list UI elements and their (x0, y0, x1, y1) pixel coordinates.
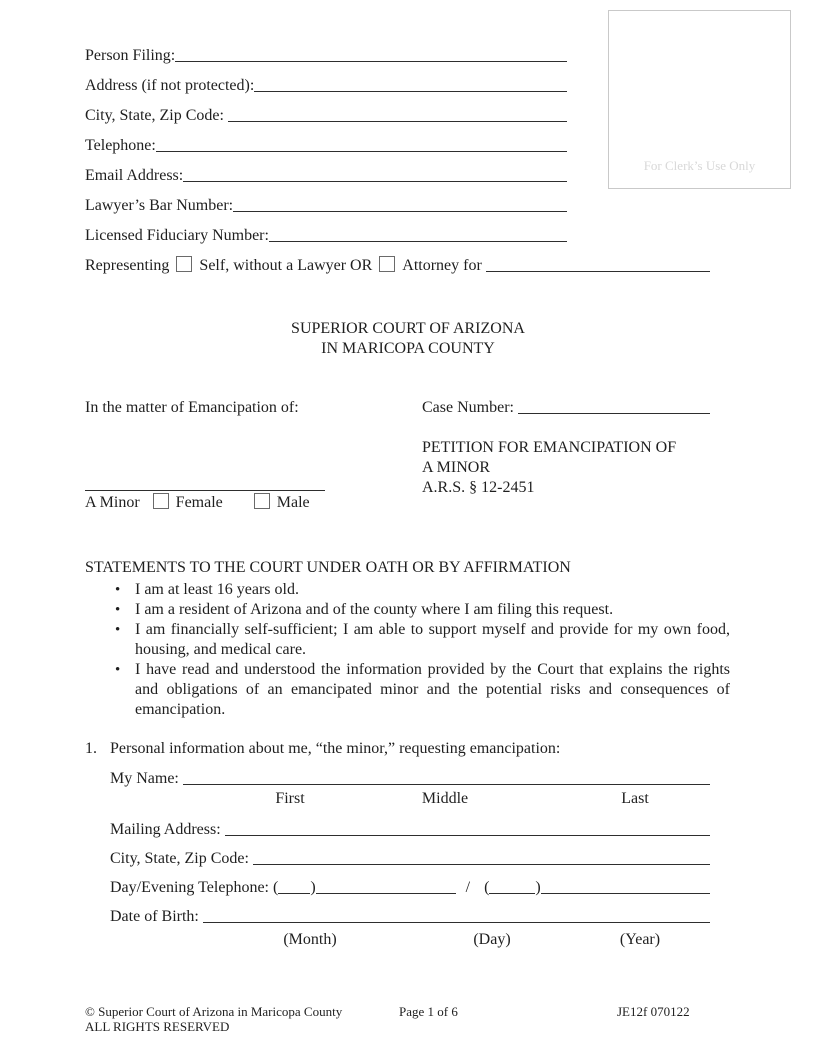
court-name-line2: IN MARICOPA COUNTY (321, 340, 495, 357)
telephone-row (85, 136, 567, 156)
paren-close: ) (310, 879, 316, 896)
attorney-option-label: Attorney for (402, 257, 486, 274)
date-of-birth-input[interactable] (203, 909, 710, 923)
telephone-label: Telephone: (85, 137, 156, 154)
address-label: Address (if not protected): (85, 77, 255, 94)
self-checkbox[interactable] (176, 256, 192, 272)
page-indicator: Page 1 of 6 (399, 1004, 458, 1019)
form-code: JE12f 070122 (617, 1004, 690, 1019)
male-checkbox[interactable] (254, 493, 270, 509)
female-checkbox[interactable] (153, 493, 169, 509)
minor-city-state-zip-label: City, State, Zip Code: (110, 850, 253, 867)
copyright-line2: ALL RIGHTS RESERVED (85, 1019, 230, 1034)
female-label: Female (175, 494, 223, 511)
minor-city-state-zip-input[interactable] (253, 851, 710, 865)
day-phone-input[interactable] (316, 880, 456, 894)
first-name-sublabel: First (275, 790, 305, 807)
paren-close: ) (535, 879, 541, 896)
my-name-row (110, 769, 710, 789)
statements-list (85, 580, 730, 720)
name-sublabels-row (110, 789, 710, 809)
section1-number: 1. (85, 740, 97, 757)
document-title-line2: A MINOR (422, 459, 491, 476)
fiduciary-number-row (85, 226, 567, 246)
mailing-address-input[interactable] (225, 822, 710, 836)
email-label: Email Address: (85, 167, 184, 184)
case-number-row (422, 398, 710, 418)
my-name-input[interactable] (183, 771, 710, 785)
email-input[interactable] (183, 168, 567, 182)
statements-section (85, 558, 730, 720)
representing-label: Representing (85, 257, 170, 274)
dob-sublabels-row (110, 930, 710, 950)
self-option-label: Self, without a Lawyer (199, 257, 347, 274)
address-row (85, 76, 567, 96)
attorney-checkbox[interactable] (379, 256, 395, 272)
month-sublabel: (Month) (283, 931, 337, 948)
middle-name-sublabel: Middle (421, 790, 469, 807)
date-of-birth-label: Date of Birth: (110, 908, 203, 925)
statement-item: • I am a resident of Arizona and of the county where I am filing this request. (135, 600, 730, 620)
bar-number-label: Lawyer’s Bar Number: (85, 197, 234, 214)
minor-gender-row (85, 491, 325, 513)
document-title-line1: PETITION FOR EMANCIPATION OF (422, 439, 677, 456)
copyright-line1: © Superior Court of Arizona in Maricopa County (85, 1004, 343, 1019)
evening-area-code-input[interactable] (489, 880, 535, 894)
last-name-sublabel: Last (621, 790, 649, 807)
day-evening-phone-label: Day/Evening Telephone: (110, 879, 273, 896)
city-state-zip-label: City, State, Zip Code: (85, 107, 228, 124)
telephone-input[interactable] (156, 138, 567, 152)
person-filing-label: Person Filing: (85, 47, 176, 64)
minor-label: A Minor (85, 494, 140, 511)
statements-heading: STATEMENTS TO THE COURT UNDER OATH OR BY AFFIRMATION (85, 559, 571, 576)
section1-heading-row (85, 739, 710, 759)
statement-item: • I am at least 16 years old. (135, 580, 730, 600)
statement-item: • I have read and understood the information provided by the Court that explains the rights and obligations of an emancipated minor and the potential risks and consequences of emancipation. (135, 660, 730, 720)
mailing-address-label: Mailing Address: (110, 821, 225, 838)
city-state-zip-input[interactable] (228, 108, 567, 122)
clerk-use-label: For Clerk’s Use Only (643, 158, 756, 173)
phone-separator: / (465, 879, 471, 896)
bar-number-input[interactable] (233, 198, 567, 212)
paren-open: ( (484, 879, 490, 896)
matter-label: In the matter of Emancipation of: (85, 399, 299, 416)
representing-row (85, 256, 710, 276)
fiduciary-number-input[interactable] (269, 228, 567, 242)
personal-info-section (85, 739, 710, 950)
statute-reference: A.R.S. § 12-2451 (422, 479, 535, 496)
day-area-code-input[interactable] (278, 880, 310, 894)
representing-group (85, 256, 486, 276)
day-sublabel: (Day) (473, 931, 511, 948)
attorney-for-input[interactable] (486, 258, 710, 272)
year-sublabel: (Year) (619, 931, 661, 948)
statement-item: • I am financially self-sufficient; I am able to support myself and provide for my own food, housing, and medical care. (135, 620, 730, 660)
evening-phone-input[interactable] (541, 880, 710, 894)
person-filing-input[interactable] (175, 48, 567, 62)
filer-info-section (85, 46, 710, 286)
paren-open: ( (272, 879, 279, 896)
court-name-line1: SUPERIOR COURT OF ARIZONA (291, 320, 525, 337)
mailing-address-row (110, 820, 710, 840)
bar-number-row (85, 196, 567, 216)
my-name-label: My Name: (110, 770, 183, 787)
day-evening-phone-row (110, 878, 710, 898)
caption-right-column (422, 398, 710, 498)
section1-fields (110, 769, 710, 950)
person-filing-row (85, 46, 567, 66)
document-title-block (422, 438, 710, 498)
footer-copyright (85, 1004, 415, 1034)
male-label: Male (276, 494, 310, 511)
email-row (85, 166, 567, 186)
minor-city-state-zip-row (110, 849, 710, 869)
case-number-label: Case Number: (422, 399, 518, 416)
city-state-zip-row (85, 106, 567, 126)
section1-heading: Personal information about me, “the minor,” requesting emancipation: (110, 740, 561, 757)
case-number-input[interactable] (518, 400, 710, 414)
caption-left-column (85, 398, 325, 513)
address-input[interactable] (254, 78, 567, 92)
fiduciary-number-label: Licensed Fiduciary Number: (85, 227, 269, 244)
or-label: OR (350, 257, 373, 274)
court-header (0, 319, 816, 359)
date-of-birth-row (110, 907, 710, 927)
